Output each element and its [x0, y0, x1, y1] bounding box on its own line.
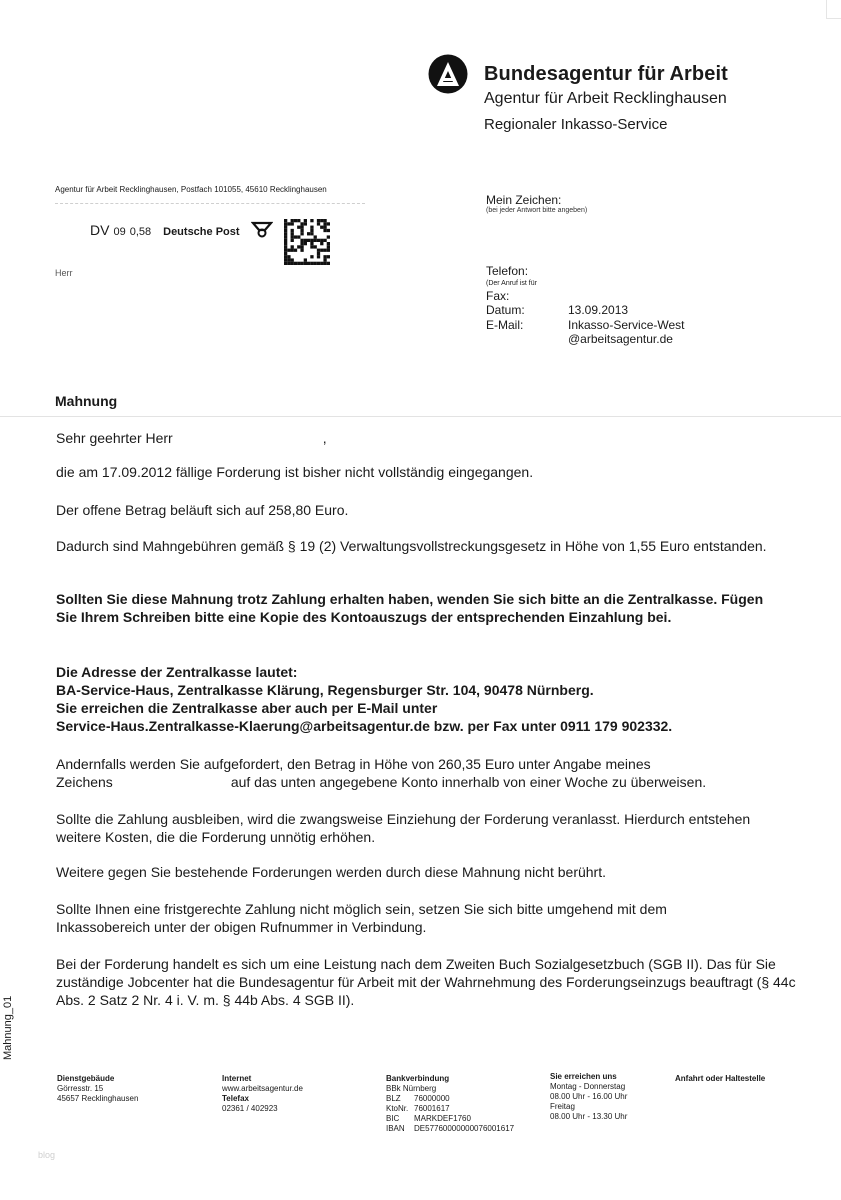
postage-num2: 0,58	[129, 226, 152, 238]
fax-number: 02361 / 402923	[222, 1104, 278, 1113]
datamatrix-code-icon	[284, 219, 330, 265]
sender-return-address: Agentur für Arbeit Recklinghausen, Postfach 101055, 45610 Recklinghausen	[55, 185, 327, 194]
bank-row: KtoNr. 76001617	[386, 1104, 450, 1113]
fax-label: Fax:	[486, 288, 510, 303]
internet-url: www.arbeitsagentur.de	[222, 1084, 303, 1093]
paragraph-10: Bei der Forderung handelt es sich um eine Leistung nach dem Zweiten Buch Sozialgesetzbuch (SGB II). Das für Sie zuständige Jobcenter hat die Bundesagentur für Arbeit mit der Wahrnehmung des Forderungseinzugs beauftragt (§ 44c Abs. 2 Satz 2 Nr. 4 i. V. m. § 44b Abs. 4 SGB II).	[56, 956, 796, 1008]
salutation-prefix: Sehr geehrter Herr	[56, 430, 173, 446]
paragraph-3: Dadurch sind Mahngebühren gemäß § 19 (2) Verwaltungsvollstreckungsgesetz in Höhe von 1,55 Euro entstanden.	[56, 538, 767, 554]
zentralkasse-address: BA-Service-Haus, Zentralkasse Klärung, Regensburger Str. 104, 90478 Nürnberg.	[56, 682, 594, 698]
zentralkasse-heading: Die Adresse der Zentralkasse lautet:	[56, 664, 298, 680]
bank-name: BBk Nürnberg	[386, 1084, 437, 1093]
paragraph-8: Weitere gegen Sie bestehende Forderungen werden durch diese Mahnung nicht berührt.	[56, 864, 606, 880]
hours-head: Sie erreichen uns	[550, 1072, 617, 1081]
postage-carrier: Deutsche Post	[163, 226, 240, 238]
internet-head: Internet	[222, 1074, 252, 1083]
bank-row: IBAN DE57760000000076001617	[386, 1124, 515, 1133]
paragraph-7: Sollte die Zahlung ausbleiben, wird die zwangsweise Einziehung der Forderung veranlasst. Hierdurch entstehen weitere Kosten, die die Forderung unnötig erhöhen.	[56, 811, 751, 845]
postage-num1: 09	[113, 226, 126, 238]
org-subtitle: Agentur für Arbeit Recklinghausen	[484, 90, 727, 107]
recipient-fragment: Herr	[55, 268, 73, 278]
footer-building	[57, 1074, 138, 1104]
email-line1: Inkasso-Service-West	[568, 317, 685, 332]
paragraph-9: Sollte Ihnen eine fristgerechte Zahlung nicht möglich sein, setzen Sie sich bitte umgehend mit dem Inkassobereich unter der obigen Rufnummer in Verbindung.	[56, 901, 667, 935]
phone-note: (Der Anruf ist für	[486, 279, 537, 287]
transit-head: Anfahrt oder Haltestelle	[675, 1074, 766, 1083]
bank-row: BIC MARKDEF1760	[386, 1114, 471, 1123]
hours-line3: Freitag	[550, 1102, 575, 1111]
date-value: 13.09.2013	[568, 303, 629, 317]
letter-title: Mahnung	[55, 393, 118, 409]
postage-code: DV	[90, 222, 110, 238]
paragraph-2: Der offene Betrag beläuft sich auf 258,80 Euro.	[56, 502, 349, 518]
ba-logo-icon	[428, 54, 468, 94]
page-corner-fold	[826, 0, 841, 19]
paragraph-6-zeichens: Zeichens	[56, 774, 113, 790]
building-city: 45657 Recklinghausen	[57, 1094, 139, 1103]
fold-mark-line	[0, 416, 841, 417]
fax-head: Telefax	[222, 1094, 249, 1103]
paragraph-6	[56, 755, 796, 791]
bank-head: Bankverbindung	[386, 1074, 450, 1083]
footer-transit	[675, 1074, 765, 1084]
footer-hours	[550, 1072, 627, 1122]
paragraph-4: Sollten Sie diese Mahnung trotz Zahlung erhalten haben, wenden Sie sich bitte an die Zentralkasse. Fügen Sie Ihrem Schreiben bitte eine Kopie des Kontoauszugs der entsprechenden Einzahlung bei.	[56, 591, 764, 625]
sender-divider	[55, 203, 365, 204]
zentralkasse-contact: Service-Haus.Zentralkasse-Klaerung@arbeitsagentur.de bzw. per Fax unter 0911 179 902332.	[56, 718, 673, 734]
hours-line2: 08.00 Uhr - 16.00 Uhr	[550, 1092, 628, 1101]
hours-line1: Montag - Donnerstag	[550, 1082, 626, 1091]
footer-internet	[222, 1074, 303, 1114]
zentralkasse-email-intro: Sie erreichen die Zentralkasse aber auch per E-Mail unter	[56, 700, 438, 716]
email-line2: @arbeitsagentur.de	[568, 332, 673, 346]
paragraph-6-line1: Andernfalls werden Sie aufgefordert, den Betrag in Höhe von 260,35 Euro unter Angabe meines	[56, 756, 651, 772]
building-head: Dienstgebäude	[57, 1074, 115, 1083]
bank-row: BLZ 76000000	[386, 1094, 450, 1103]
date-row	[486, 303, 684, 318]
postage-imprint	[90, 222, 240, 238]
reference-label: Mein Zeichen:	[486, 193, 562, 207]
date-label: Datum:	[486, 303, 525, 317]
building-street: Görresstr. 15	[57, 1084, 104, 1093]
org-unit: Regionaler Inkasso-Service	[484, 116, 668, 133]
watermark: blog	[38, 1150, 56, 1160]
footer-bank	[386, 1074, 514, 1134]
paragraph-5	[56, 663, 796, 735]
org-name: Bundesagentur für Arbeit	[484, 63, 728, 85]
salutation	[56, 429, 796, 447]
hours-line4: 08.00 Uhr - 13.30 Uhr	[550, 1112, 628, 1121]
email-row-2	[486, 332, 684, 347]
email-label: E-Mail:	[486, 317, 524, 332]
post-horn-icon	[251, 220, 273, 238]
phone-label: Telefon:	[486, 264, 529, 278]
paragraph-6-line2: auf das unten angegebene Konto innerhalb von einer Woche zu überweisen.	[230, 774, 707, 790]
reference-note: (bei jeder Antwort bitte angeben)	[486, 207, 588, 214]
email-row	[486, 318, 684, 333]
contact-block	[486, 264, 684, 347]
salutation-suffix: ,	[322, 430, 327, 446]
paragraph-1: die am 17.09.2012 fällige Forderung ist bisher nicht vollständig eingegangen.	[56, 464, 534, 480]
document-side-label: Mahnung_01	[2, 995, 14, 1060]
